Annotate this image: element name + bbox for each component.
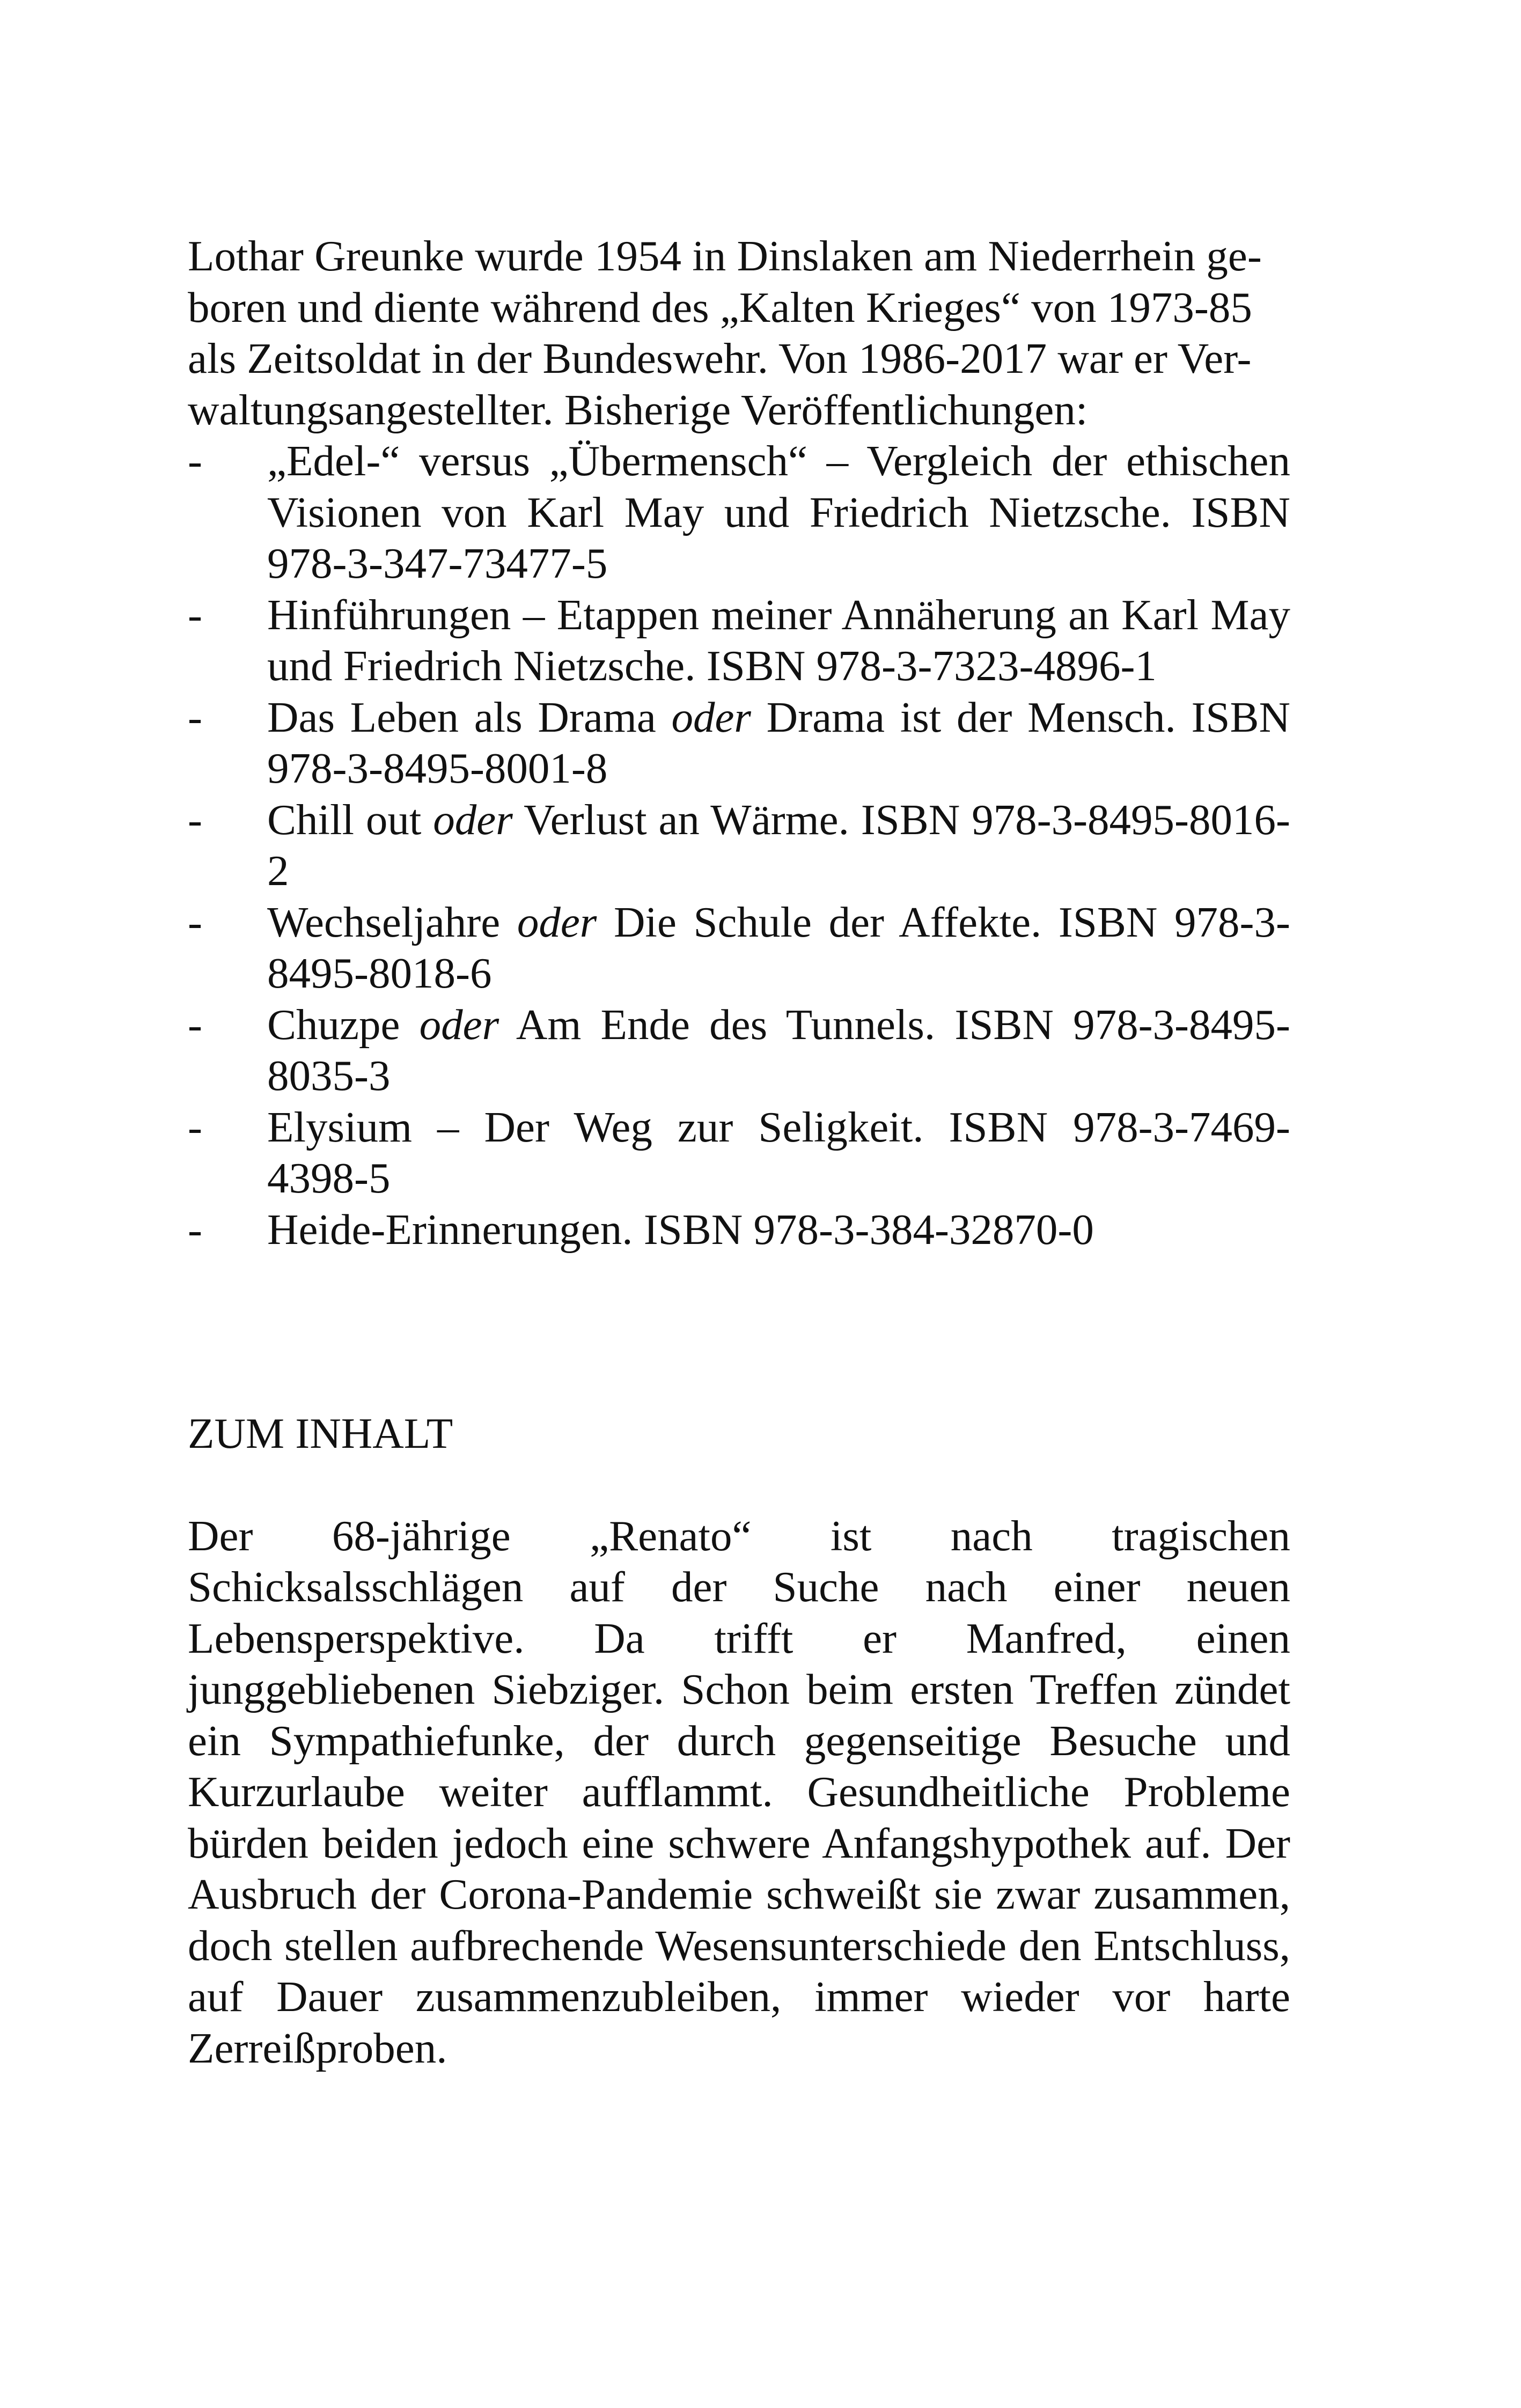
publication-conjunction: oder — [433, 795, 513, 844]
publication-subtitle: Drama ist der Mensch. ISBN 978-3-8495-8001-8 — [267, 693, 1290, 792]
author-bio — [188, 231, 1290, 436]
list-dash: - — [188, 795, 202, 844]
list-dash: - — [188, 1102, 202, 1151]
publication-text: Elysium – Der Weg zur Seligkeit. ISBN 978-3-7469-4398-5 — [267, 1102, 1290, 1202]
publication-item — [188, 897, 1290, 999]
publication-text: Hinführungen – Etappen meiner Annäherung an Karl May und Friedrich Nietzsche. ISBN 978-3-7323-4896-1 — [267, 590, 1290, 690]
publication-conjunction: oder — [517, 897, 597, 946]
publication-item — [188, 590, 1290, 692]
list-dash: - — [188, 590, 202, 639]
publication-conjunction: oder — [419, 1000, 499, 1049]
publication-item — [188, 794, 1290, 897]
list-dash: - — [188, 1000, 202, 1049]
author-bio-line: boren und diente während des „Kalten Krieges“ von 1973-85 — [188, 283, 1252, 332]
publication-text: Heide-Erinnerungen. ISBN 978-3-384-32870-0 — [267, 1205, 1094, 1254]
publication-item — [188, 436, 1290, 590]
publication-item — [188, 1102, 1290, 1204]
author-bio-line: waltungsangestellter. Bisherige Veröffentlichungen: — [188, 385, 1088, 434]
list-dash: - — [188, 897, 202, 946]
summary-paragraph: Der 68-jährige „Renato“ ist nach tragischen Schicksalsschlägen auf der Suche nach einer neuen Lebensperspektive. Da trifft er Manfred, einen junggebliebenen Siebziger. Schon beim ersten Treffen zündet ein Sympathiefunke, der durch gegenseitige Besuche und Kurzurlaube weiter aufflammt. Gesundheitliche Probleme bürden beiden jedoch eine schwere Anfangshypothek auf. Der Ausbruch der Corona-Pandemie schweißt sie zwar zusammen, doch stellen aufbrechende Wesensunterschiede den Entschluss, auf Dauer zusammenzubleiben, immer wieder vor harte Zerreißproben. — [188, 1511, 1290, 2072]
publication-conjunction: oder — [671, 693, 751, 741]
publication-item — [188, 1204, 1290, 1256]
publication-subtitle: Verlust an Wärme. ISBN 978-3-8495-8016-2 — [267, 795, 1290, 895]
list-dash: - — [188, 437, 202, 485]
author-bio-line: als Zeitsoldat in der Bundeswehr. Von 1986-2017 war er Ver- — [188, 334, 1252, 382]
publication-subtitle: Die Schule der Affekte. ISBN 978-3-8495-8018-6 — [267, 897, 1290, 997]
publication-title: Chuzpe — [267, 1000, 420, 1049]
page-content — [188, 231, 1290, 2074]
publication-title: Wechseljahre — [267, 897, 517, 946]
publication-item — [188, 999, 1290, 1102]
publication-item — [188, 692, 1290, 794]
author-bio-line: Lothar Greunke wurde 1954 in Dinslaken am Niederrhein ge- — [188, 232, 1262, 280]
publication-title: Chill out — [267, 795, 433, 844]
publication-title: Das Leben als Drama — [267, 693, 672, 741]
publication-text: „Edel-“ versus „Übermensch“ – Vergleich der ethischen Visionen von Karl May und Friedrich Nietzsche. ISBN 978-3-347-73477-5 — [267, 437, 1290, 587]
list-dash: - — [188, 1205, 202, 1254]
section-heading: ZUM INHALT — [188, 1409, 453, 1457]
list-dash: - — [188, 693, 202, 741]
publication-subtitle: Am Ende des Tunnels. ISBN 978-3-8495-8035-3 — [267, 1000, 1291, 1100]
publications-list — [188, 436, 1290, 1255]
